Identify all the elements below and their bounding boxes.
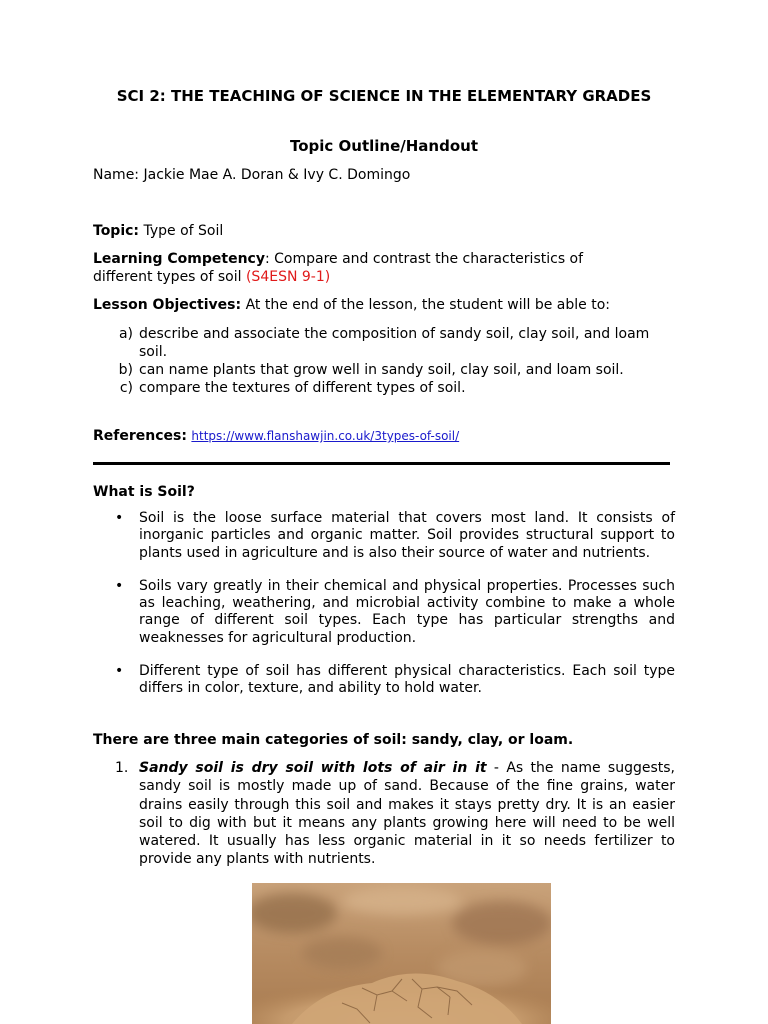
bullet-icon: •	[115, 577, 124, 594]
numbered-item	[93, 759, 675, 869]
competency-code: (S4ESN 9-1)	[245, 269, 331, 285]
objectives-intro-line	[93, 296, 610, 314]
bullet-icon: •	[115, 510, 124, 526]
bullet-icon: •	[115, 663, 124, 680]
objectives-intro: At the end of the lesson, the student will be able to:	[245, 297, 610, 313]
competency-block	[93, 250, 583, 286]
objectives-label: Lesson Objectives:	[93, 297, 242, 313]
course-title: SCI 2: THE TEACHING OF SCIENCE IN THE ELEMENTARY GRADES	[116, 87, 652, 105]
objective-text: compare the textures of different types of soil.	[139, 380, 466, 396]
topic-line	[93, 222, 223, 240]
objective-marker: c)	[119, 380, 133, 396]
references-line	[93, 427, 459, 445]
soil-facts-list	[93, 510, 675, 714]
objective-text: can name plants that grow well in sandy soil, clay soil, and loam soil.	[139, 362, 624, 378]
competency-text: : Compare and contrast the characteristics of	[264, 251, 584, 267]
section-divider	[93, 462, 670, 465]
competency-text-cont: different types of soil	[93, 269, 242, 285]
bullet-text: Soils vary greatly in their chemical and physical properties. Processes such as leaching, weathering, and microbial activity combine to make a whole range of different soil types. Each type has particular strengths and weaknesses for agricultural production.	[139, 577, 675, 646]
objectives-list	[93, 325, 693, 397]
objective-item	[93, 361, 693, 379]
topic-label: Topic:	[93, 223, 140, 239]
bullet-text: Different type of soil has different physical characteristics. Each soil type differs in color, texture, and ability to hold water.	[139, 663, 675, 697]
numbered-text	[139, 759, 675, 869]
author-names: Jackie Mae A. Doran & Ivy C. Domingo	[143, 167, 411, 183]
objective-text: describe and associate the composition of sandy soil, clay soil, and loam soil.	[139, 326, 650, 360]
competency-label: Learning Competency	[93, 251, 265, 267]
objective-item	[93, 325, 693, 361]
author-line	[93, 166, 410, 184]
name-label: Name:	[93, 167, 140, 183]
list-item	[93, 663, 675, 698]
sandy-soil-photo	[252, 883, 551, 1024]
sandy-soil-emphasis: Sandy soil is dry soil with lots of air in it	[139, 760, 487, 776]
objective-item	[93, 379, 693, 397]
soil-categories-heading: There are three main categories of soil: sandy, clay, or loam.	[93, 732, 574, 748]
list-item	[93, 510, 675, 562]
list-item	[93, 578, 675, 647]
number-marker: 1.	[115, 760, 129, 776]
section-heading: What is Soil?	[93, 484, 195, 500]
references-label: References:	[93, 428, 187, 444]
topic-value: Type of Soil	[143, 223, 224, 239]
objective-marker: a)	[118, 326, 133, 342]
handout-subtitle: Topic Outline/Handout	[290, 137, 478, 155]
reference-link[interactable]: https://www.flanshawjin.co.uk/3types-of-soil/	[191, 429, 460, 443]
objective-marker: b)	[118, 362, 133, 378]
bullet-text: Soil is the loose surface material that covers most land. It consists of inorganic particles and organic matter. Soil provides structural support to plants used in agriculture and is also their source of water and nutrients.	[139, 510, 675, 561]
sandy-soil-description: - As the name suggests, sandy soil is mostly made up of sand. Because of the fine grains, water drains easily through this soil and makes it stays pretty dry. It is an easier soil to dig with but it means any plants growing here will need to be well watered. It usually has less organic material in it so needs fertilizer to provide any plants with nutrients.	[139, 760, 675, 868]
